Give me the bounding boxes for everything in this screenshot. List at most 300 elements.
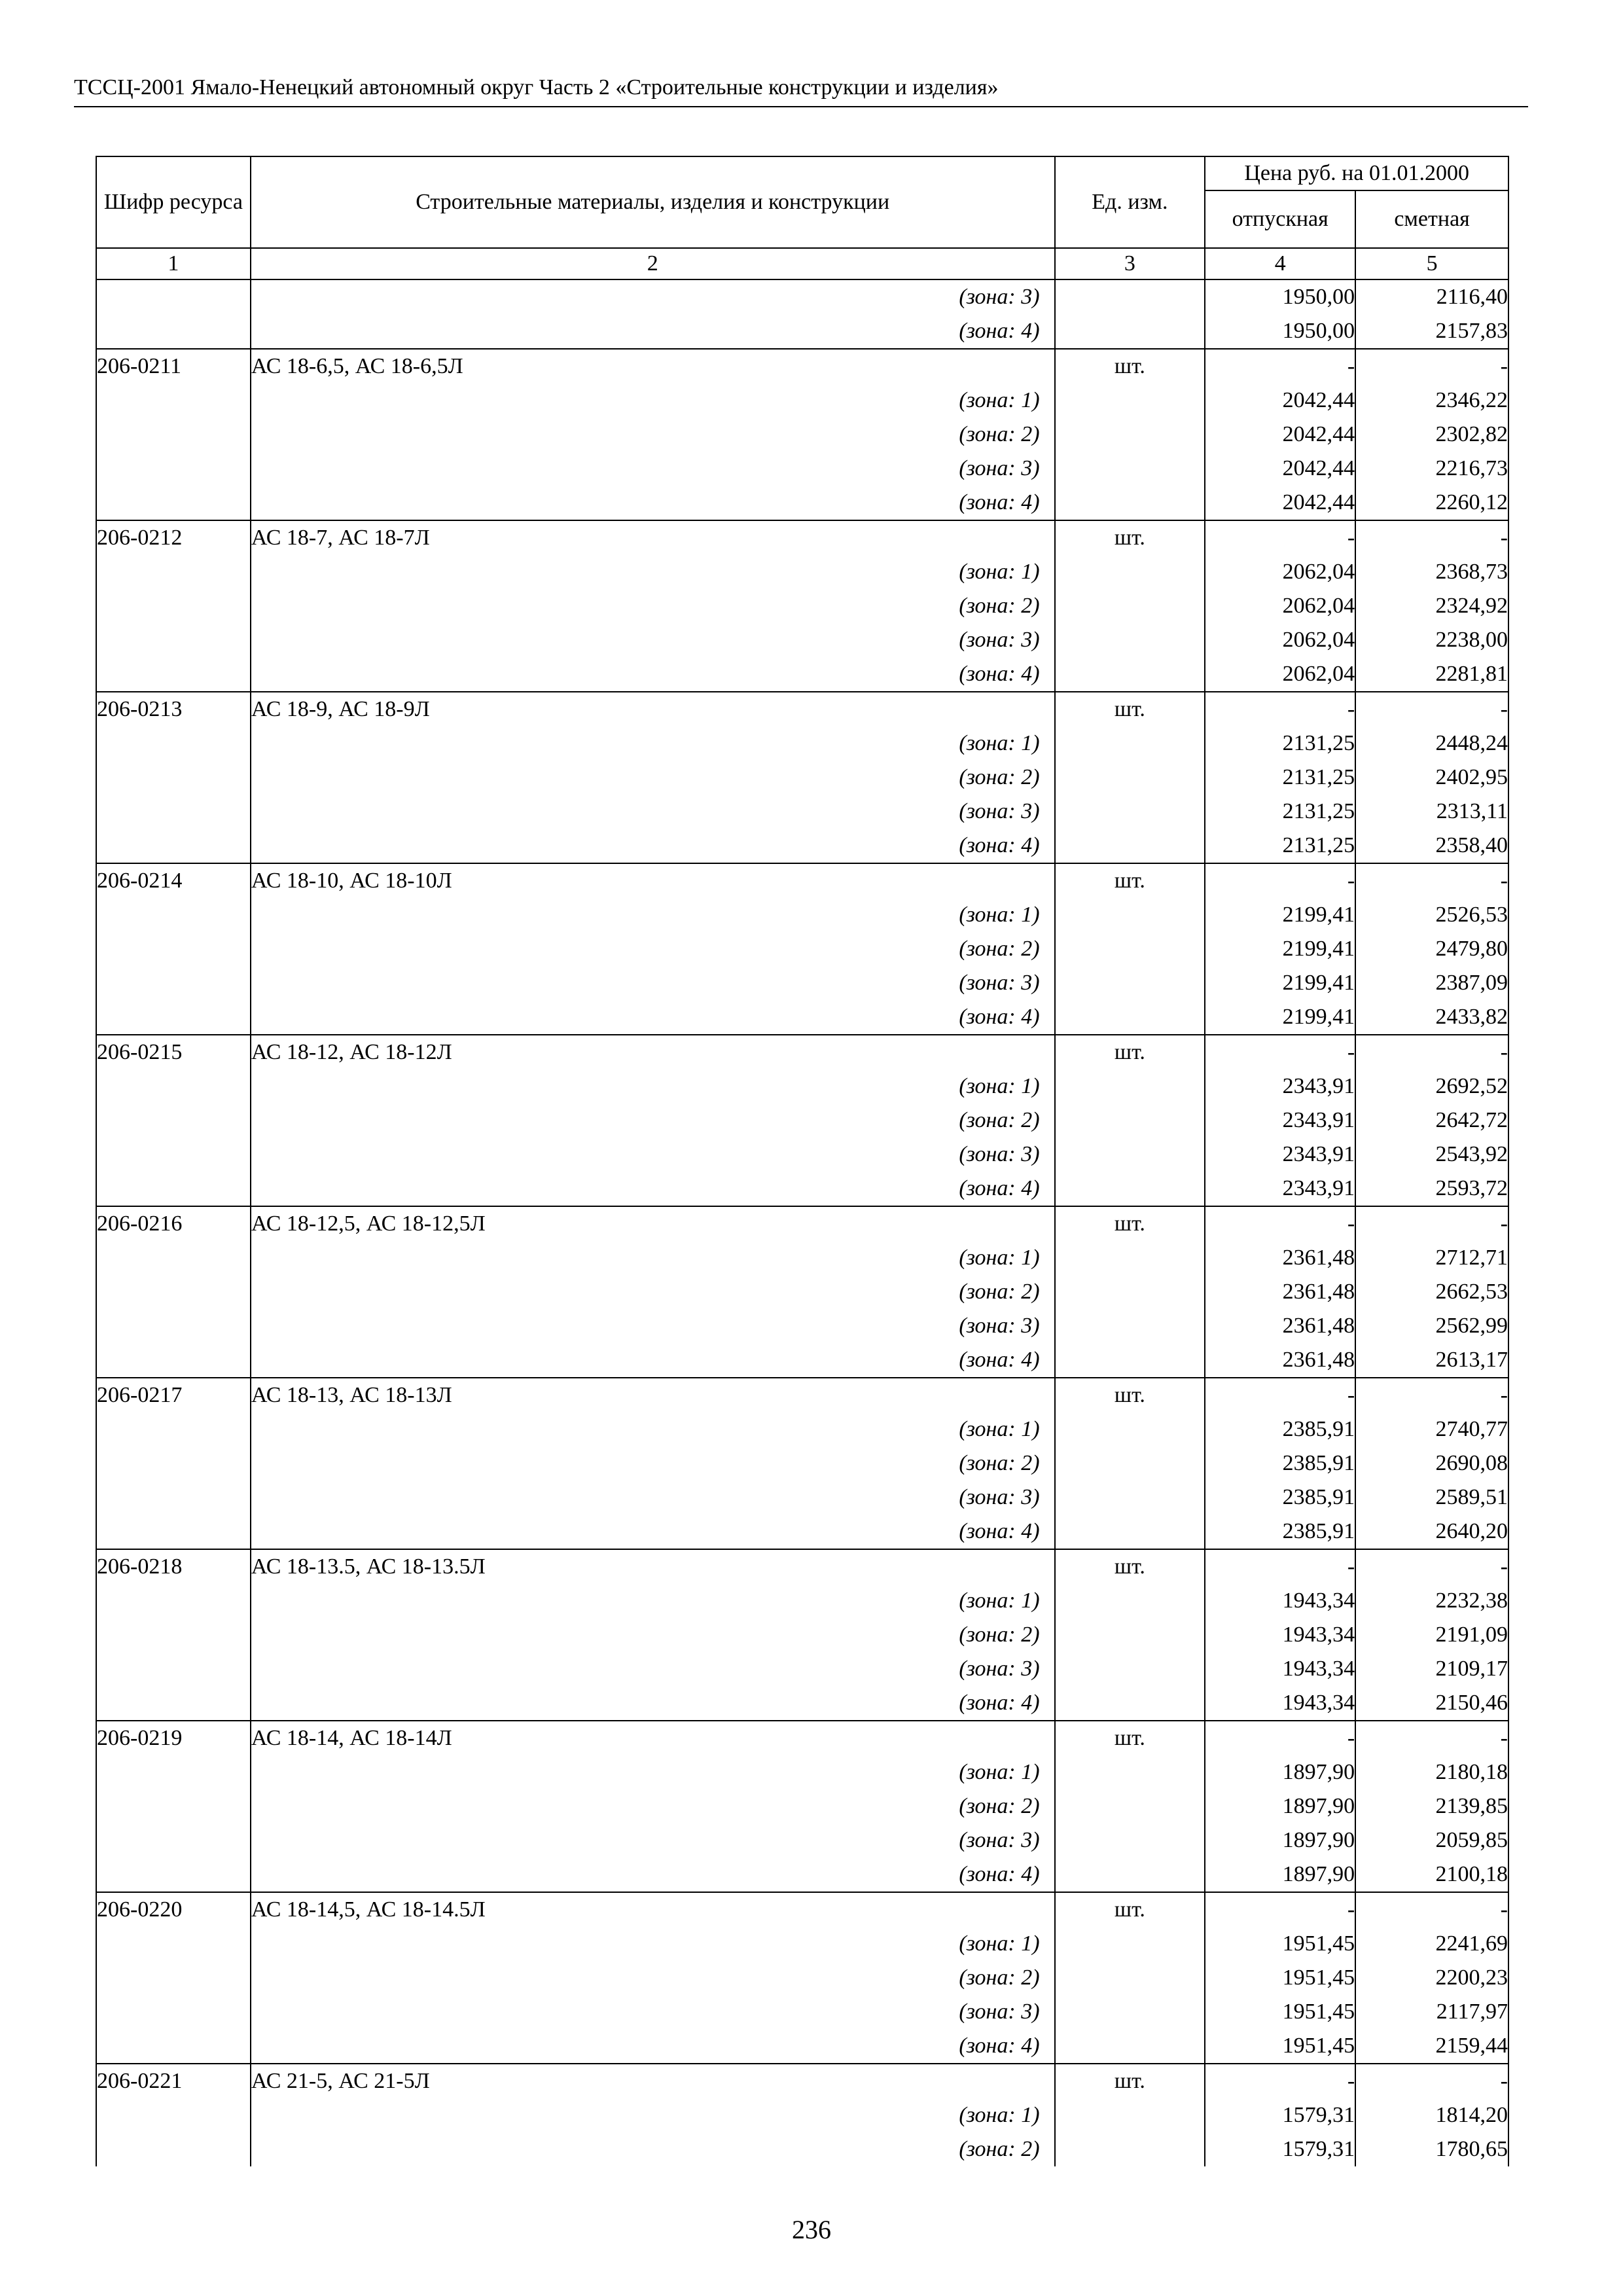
release-price: 1897,90 xyxy=(1205,1823,1355,1857)
resource-row xyxy=(96,1035,1508,1069)
unit-cell xyxy=(1055,1412,1205,1446)
zone-label: (зона: 4) xyxy=(251,314,1055,349)
estimate-price: 2313,11 xyxy=(1355,795,1508,829)
release-price: 1579,31 xyxy=(1205,2098,1355,2132)
estimate-price: - xyxy=(1355,1892,1508,1927)
unit-cell xyxy=(1055,623,1205,657)
estimate-price: 2302,82 xyxy=(1355,418,1508,452)
unit-cell xyxy=(1055,932,1205,966)
resource-code-cell xyxy=(96,486,251,520)
zone-row xyxy=(96,829,1508,863)
resource-code-cell xyxy=(96,1618,251,1652)
zone-row xyxy=(96,2132,1508,2166)
unit-cell xyxy=(1055,1789,1205,1823)
resource-row xyxy=(96,1378,1508,1412)
release-price: - xyxy=(1205,1035,1355,1069)
estimate-price: 2368,73 xyxy=(1355,555,1508,589)
document-header: ТССЦ-2001 Ямало-Ненецкий автономный округ Часть 2 «Строительные конструкции и изделия» xyxy=(74,75,999,99)
estimate-price: 2191,09 xyxy=(1355,1618,1508,1652)
estimate-price: 2216,73 xyxy=(1355,452,1508,486)
zone-row xyxy=(96,384,1508,418)
zone-row xyxy=(96,1343,1508,1378)
zone-label: (зона: 1) xyxy=(251,898,1055,932)
resource-name: АС 18-13.5, АС 18-13.5Л xyxy=(251,1549,1055,1584)
resource-name: АС 18-14,5, АС 18-14.5Л xyxy=(251,1892,1055,1927)
column-number: 3 xyxy=(1055,248,1205,279)
estimate-price: 2690,08 xyxy=(1355,1446,1508,1480)
release-price: 1951,45 xyxy=(1205,1961,1355,1995)
resource-row xyxy=(96,1892,1508,1927)
unit-cell: шт. xyxy=(1055,1206,1205,1241)
resource-row xyxy=(96,520,1508,555)
zone-row xyxy=(96,657,1508,692)
estimate-price: 1814,20 xyxy=(1355,2098,1508,2132)
resource-code-cell xyxy=(96,932,251,966)
estimate-price: 2180,18 xyxy=(1355,1755,1508,1789)
unit-cell xyxy=(1055,1857,1205,1892)
zone-label: (зона: 3) xyxy=(251,1480,1055,1515)
release-price: 2343,91 xyxy=(1205,1172,1355,1206)
zone-label: (зона: 1) xyxy=(251,1412,1055,1446)
unit-cell xyxy=(1055,589,1205,623)
resource-code-cell xyxy=(96,1480,251,1515)
release-price: 2199,41 xyxy=(1205,898,1355,932)
zone-label: (зона: 3) xyxy=(251,795,1055,829)
zone-row xyxy=(96,314,1508,349)
resource-code: 206-0218 xyxy=(96,1549,251,1584)
zone-row xyxy=(96,1686,1508,1721)
release-price: - xyxy=(1205,349,1355,384)
resource-code-cell xyxy=(96,589,251,623)
unit-cell: шт. xyxy=(1055,1378,1205,1412)
unit-cell xyxy=(1055,1241,1205,1275)
estimate-price: 2157,83 xyxy=(1355,314,1508,349)
unit-cell xyxy=(1055,1000,1205,1035)
unit-cell xyxy=(1055,555,1205,589)
zone-row xyxy=(96,1755,1508,1789)
estimate-price: 2260,12 xyxy=(1355,486,1508,520)
zone-label: (зона: 1) xyxy=(251,555,1055,589)
resource-row xyxy=(96,692,1508,726)
zone-row xyxy=(96,1412,1508,1446)
unit-cell xyxy=(1055,1686,1205,1721)
estimate-price: 2100,18 xyxy=(1355,1857,1508,1892)
estimate-price: - xyxy=(1355,520,1508,555)
zone-label: (зона: 4) xyxy=(251,2029,1055,2064)
zone-row xyxy=(96,1138,1508,1172)
estimate-price: 2324,92 xyxy=(1355,589,1508,623)
estimate-price: 2433,82 xyxy=(1355,1000,1508,1035)
release-price: - xyxy=(1205,1378,1355,1412)
estimate-price: 2200,23 xyxy=(1355,1961,1508,1995)
resource-code-cell xyxy=(96,314,251,349)
release-price: 2131,25 xyxy=(1205,795,1355,829)
release-price: 1943,34 xyxy=(1205,1618,1355,1652)
zone-label: (зона: 2) xyxy=(251,418,1055,452)
unit-cell xyxy=(1055,1480,1205,1515)
unit-cell xyxy=(1055,795,1205,829)
unit-cell xyxy=(1055,1069,1205,1103)
zone-label: (зона: 4) xyxy=(251,1172,1055,1206)
resource-code-cell xyxy=(96,1995,251,2029)
resource-name: АС 21-5, АС 21-5Л xyxy=(251,2064,1055,2098)
resource-name: АС 18-7, АС 18-7Л xyxy=(251,520,1055,555)
estimate-price: 2642,72 xyxy=(1355,1103,1508,1138)
resource-code-cell xyxy=(96,555,251,589)
release-price: 1951,45 xyxy=(1205,1927,1355,1961)
zone-row xyxy=(96,726,1508,761)
zone-label: (зона: 2) xyxy=(251,2132,1055,2166)
zone-row xyxy=(96,1618,1508,1652)
release-price: 2343,91 xyxy=(1205,1103,1355,1138)
resource-code-cell xyxy=(96,1275,251,1309)
resource-row xyxy=(96,863,1508,898)
release-price: - xyxy=(1205,1549,1355,1584)
zone-label: (зона: 3) xyxy=(251,1652,1055,1686)
resource-code-cell xyxy=(96,1789,251,1823)
zone-row xyxy=(96,795,1508,829)
resource-row xyxy=(96,1721,1508,1755)
release-price: 2062,04 xyxy=(1205,555,1355,589)
unit-cell xyxy=(1055,452,1205,486)
release-price: 2042,44 xyxy=(1205,384,1355,418)
zone-label: (зона: 4) xyxy=(251,1515,1055,1549)
estimate-price: 2281,81 xyxy=(1355,657,1508,692)
release-price: - xyxy=(1205,1892,1355,1927)
resource-row xyxy=(96,1206,1508,1241)
zone-row xyxy=(96,452,1508,486)
zone-label: (зона: 3) xyxy=(251,623,1055,657)
unit-cell xyxy=(1055,1995,1205,2029)
zone-label: (зона: 3) xyxy=(251,966,1055,1000)
estimate-price: 2662,53 xyxy=(1355,1275,1508,1309)
col-header-price-group: Цена руб. на 01.01.2000 xyxy=(1205,156,1508,190)
zone-row xyxy=(96,1789,1508,1823)
zone-label: (зона: 1) xyxy=(251,2098,1055,2132)
unit-cell xyxy=(1055,1823,1205,1857)
resource-code-cell xyxy=(96,1584,251,1618)
unit-cell xyxy=(1055,1172,1205,1206)
resource-row xyxy=(96,349,1508,384)
release-price: 1951,45 xyxy=(1205,1995,1355,2029)
zone-label: (зона: 1) xyxy=(251,384,1055,418)
zone-row xyxy=(96,932,1508,966)
resource-code-cell xyxy=(96,2029,251,2064)
column-numbers-row xyxy=(96,248,1508,279)
release-price: 2385,91 xyxy=(1205,1480,1355,1515)
resource-code-cell xyxy=(96,1927,251,1961)
zone-row xyxy=(96,486,1508,520)
unit-cell xyxy=(1055,486,1205,520)
zone-row xyxy=(96,1241,1508,1275)
resource-code: 206-0216 xyxy=(96,1206,251,1241)
resource-code-cell xyxy=(96,418,251,452)
resource-code: 206-0220 xyxy=(96,1892,251,1927)
zone-label: (зона: 1) xyxy=(251,1755,1055,1789)
unit-cell xyxy=(1055,1343,1205,1378)
resource-code-cell xyxy=(96,1343,251,1378)
zone-label: (зона: 3) xyxy=(251,1138,1055,1172)
resource-code-cell xyxy=(96,1138,251,1172)
release-price: 1950,00 xyxy=(1205,279,1355,314)
zone-row xyxy=(96,898,1508,932)
estimate-price: 2159,44 xyxy=(1355,2029,1508,2064)
zone-row xyxy=(96,1069,1508,1103)
zone-label: (зона: 2) xyxy=(251,1789,1055,1823)
resource-code-cell xyxy=(96,1857,251,1892)
zone-row xyxy=(96,2029,1508,2064)
resource-code-cell xyxy=(96,966,251,1000)
resource-code-cell xyxy=(96,1241,251,1275)
unit-cell xyxy=(1055,1927,1205,1961)
estimate-price: 2059,85 xyxy=(1355,1823,1508,1857)
unit-cell xyxy=(1055,1446,1205,1480)
zone-row xyxy=(96,1172,1508,1206)
zone-label: (зона: 2) xyxy=(251,1446,1055,1480)
release-price: 2385,91 xyxy=(1205,1446,1355,1480)
zone-label: (зона: 4) xyxy=(251,486,1055,520)
release-price: 2042,44 xyxy=(1205,486,1355,520)
resource-code-cell xyxy=(96,1172,251,1206)
release-price: 1943,34 xyxy=(1205,1652,1355,1686)
estimate-price: 2593,72 xyxy=(1355,1172,1508,1206)
resource-row xyxy=(96,2064,1508,2098)
release-price: 2199,41 xyxy=(1205,932,1355,966)
unit-cell xyxy=(1055,1584,1205,1618)
unit-cell: шт. xyxy=(1055,1549,1205,1584)
resource-code-cell xyxy=(96,761,251,795)
col-header-estimate: сметная xyxy=(1355,190,1508,248)
zone-row xyxy=(96,1446,1508,1480)
unit-cell xyxy=(1055,829,1205,863)
column-number: 5 xyxy=(1355,248,1508,279)
estimate-price: 2479,80 xyxy=(1355,932,1508,966)
release-price: 2361,48 xyxy=(1205,1275,1355,1309)
resource-code: 206-0211 xyxy=(96,349,251,384)
price-table xyxy=(96,156,1509,2166)
zone-label: (зона: 3) xyxy=(251,1309,1055,1343)
estimate-price: - xyxy=(1355,1549,1508,1584)
column-number: 4 xyxy=(1205,248,1355,279)
table-header xyxy=(96,156,1508,279)
unit-cell: шт. xyxy=(1055,2064,1205,2098)
resource-name: АС 18-9, АС 18-9Л xyxy=(251,692,1055,726)
resource-code-cell xyxy=(96,898,251,932)
zone-row xyxy=(96,1000,1508,1035)
unit-cell xyxy=(1055,966,1205,1000)
zone-row xyxy=(96,1480,1508,1515)
zone-row xyxy=(96,1309,1508,1343)
zone-row xyxy=(96,1927,1508,1961)
resource-code-cell xyxy=(96,452,251,486)
unit-cell xyxy=(1055,1515,1205,1549)
zone-row xyxy=(96,1275,1508,1309)
unit-cell xyxy=(1055,2029,1205,2064)
resource-name: АС 18-10, АС 18-10Л xyxy=(251,863,1055,898)
zone-row xyxy=(96,761,1508,795)
resource-code-cell xyxy=(96,1686,251,1721)
zone-label: (зона: 2) xyxy=(251,932,1055,966)
zone-label: (зона: 4) xyxy=(251,657,1055,692)
estimate-price: 1780,65 xyxy=(1355,2132,1508,2166)
zone-row xyxy=(96,2098,1508,2132)
resource-row xyxy=(96,1549,1508,1584)
release-price: 2361,48 xyxy=(1205,1343,1355,1378)
release-price: 1579,31 xyxy=(1205,2132,1355,2166)
resource-name: АС 18-12,5, АС 18-12,5Л xyxy=(251,1206,1055,1241)
estimate-price: - xyxy=(1355,1721,1508,1755)
zone-row xyxy=(96,1995,1508,2029)
unit-cell: шт. xyxy=(1055,1721,1205,1755)
unit-cell: шт. xyxy=(1055,692,1205,726)
unit-cell: шт. xyxy=(1055,1035,1205,1069)
estimate-price: - xyxy=(1355,863,1508,898)
unit-cell xyxy=(1055,1961,1205,1995)
resource-code: 206-0214 xyxy=(96,863,251,898)
release-price: - xyxy=(1205,2064,1355,2098)
unit-cell: шт. xyxy=(1055,1892,1205,1927)
col-header-name: Строительные материалы, изделия и конструкции xyxy=(251,156,1055,248)
unit-cell: шт. xyxy=(1055,863,1205,898)
resource-code-cell xyxy=(96,1000,251,1035)
unit-cell xyxy=(1055,418,1205,452)
estimate-price: 2117,97 xyxy=(1355,1995,1508,2029)
estimate-price: 2238,00 xyxy=(1355,623,1508,657)
zone-label: (зона: 4) xyxy=(251,1000,1055,1035)
zone-label: (зона: 3) xyxy=(251,1823,1055,1857)
resource-code-cell xyxy=(96,726,251,761)
zone-label: (зона: 3) xyxy=(251,1995,1055,2029)
estimate-price: - xyxy=(1355,692,1508,726)
resource-code-cell xyxy=(96,1103,251,1138)
resource-code-cell xyxy=(96,1412,251,1446)
zone-row xyxy=(96,1961,1508,1995)
col-header-release: отпускная xyxy=(1205,190,1355,248)
estimate-price: - xyxy=(1355,1378,1508,1412)
release-price: 1943,34 xyxy=(1205,1686,1355,1721)
col-header-code: Шифр ресурса xyxy=(96,156,251,248)
zone-row xyxy=(96,1584,1508,1618)
estimate-price: 2740,77 xyxy=(1355,1412,1508,1446)
unit-cell xyxy=(1055,1103,1205,1138)
release-price: 2131,25 xyxy=(1205,726,1355,761)
resource-name: АС 18-14, АС 18-14Л xyxy=(251,1721,1055,1755)
unit-cell xyxy=(1055,1309,1205,1343)
resource-name: АС 18-12, АС 18-12Л xyxy=(251,1035,1055,1069)
release-price: 2062,04 xyxy=(1205,657,1355,692)
estimate-price: 2358,40 xyxy=(1355,829,1508,863)
resource-code-cell xyxy=(96,1652,251,1686)
zone-row xyxy=(96,555,1508,589)
estimate-price: 2139,85 xyxy=(1355,1789,1508,1823)
resource-code-cell xyxy=(96,2098,251,2132)
release-price: 2042,44 xyxy=(1205,452,1355,486)
estimate-price: 2562,99 xyxy=(1355,1309,1508,1343)
unit-cell xyxy=(1055,657,1205,692)
zone-row xyxy=(96,1652,1508,1686)
estimate-price: 2387,09 xyxy=(1355,966,1508,1000)
release-price: 2343,91 xyxy=(1205,1069,1355,1103)
zone-row xyxy=(96,1515,1508,1549)
resource-code-cell xyxy=(96,623,251,657)
release-price: 1897,90 xyxy=(1205,1789,1355,1823)
estimate-price: - xyxy=(1355,349,1508,384)
zone-label: (зона: 2) xyxy=(251,1103,1055,1138)
release-price: 2343,91 xyxy=(1205,1138,1355,1172)
release-price: 2042,44 xyxy=(1205,418,1355,452)
resource-code-cell xyxy=(96,1961,251,1995)
estimate-price: 2402,95 xyxy=(1355,761,1508,795)
resource-code-cell xyxy=(96,1755,251,1789)
resource-name: АС 18-6,5, АС 18-6,5Л xyxy=(251,349,1055,384)
release-price: 2385,91 xyxy=(1205,1412,1355,1446)
zone-label: (зона: 1) xyxy=(251,1927,1055,1961)
zone-label: (зона: 2) xyxy=(251,1275,1055,1309)
unit-cell xyxy=(1055,314,1205,349)
zone-label: (зона: 4) xyxy=(251,1343,1055,1378)
release-price: - xyxy=(1205,1206,1355,1241)
estimate-price: - xyxy=(1355,2064,1508,2098)
release-price: 2361,48 xyxy=(1205,1309,1355,1343)
zone-label: (зона: 1) xyxy=(251,1584,1055,1618)
zone-row xyxy=(96,279,1508,314)
release-price: 2131,25 xyxy=(1205,761,1355,795)
column-number: 1 xyxy=(96,248,251,279)
estimate-price: 2589,51 xyxy=(1355,1480,1508,1515)
zone-row xyxy=(96,1823,1508,1857)
release-price: 2199,41 xyxy=(1205,1000,1355,1035)
zone-label: (зона: 2) xyxy=(251,589,1055,623)
resource-code: 206-0221 xyxy=(96,2064,251,2098)
resource-code-cell xyxy=(96,1069,251,1103)
release-price: - xyxy=(1205,692,1355,726)
zone-row xyxy=(96,589,1508,623)
unit-cell xyxy=(1055,2098,1205,2132)
release-price: - xyxy=(1205,520,1355,555)
zone-row xyxy=(96,966,1508,1000)
release-price: 2131,25 xyxy=(1205,829,1355,863)
unit-cell xyxy=(1055,1652,1205,1686)
resource-code: 206-0213 xyxy=(96,692,251,726)
resource-code-cell xyxy=(96,2132,251,2166)
unit-cell xyxy=(1055,1138,1205,1172)
resource-code-cell xyxy=(96,384,251,418)
resource-name: АС 18-13, АС 18-13Л xyxy=(251,1378,1055,1412)
zone-label: (зона: 1) xyxy=(251,1069,1055,1103)
release-price: 1951,45 xyxy=(1205,2029,1355,2064)
zone-label: (зона: 4) xyxy=(251,1857,1055,1892)
unit-cell xyxy=(1055,761,1205,795)
zone-label: (зона: 4) xyxy=(251,829,1055,863)
zone-row xyxy=(96,1103,1508,1138)
zone-label: (зона: 2) xyxy=(251,761,1055,795)
unit-cell: шт. xyxy=(1055,520,1205,555)
resource-code-cell xyxy=(96,795,251,829)
estimate-price: 2150,46 xyxy=(1355,1686,1508,1721)
release-price: 1897,90 xyxy=(1205,1857,1355,1892)
unit-cell xyxy=(1055,279,1205,314)
estimate-price: 2241,69 xyxy=(1355,1927,1508,1961)
estimate-price: - xyxy=(1355,1035,1508,1069)
zone-label: (зона: 3) xyxy=(251,279,1055,314)
zone-row xyxy=(96,1857,1508,1892)
resource-code: 206-0219 xyxy=(96,1721,251,1755)
estimate-price: 2109,17 xyxy=(1355,1652,1508,1686)
resource-code-cell xyxy=(96,1446,251,1480)
estimate-price: 2692,52 xyxy=(1355,1069,1508,1103)
estimate-price: 2116,40 xyxy=(1355,279,1508,314)
estimate-price: 2346,22 xyxy=(1355,384,1508,418)
